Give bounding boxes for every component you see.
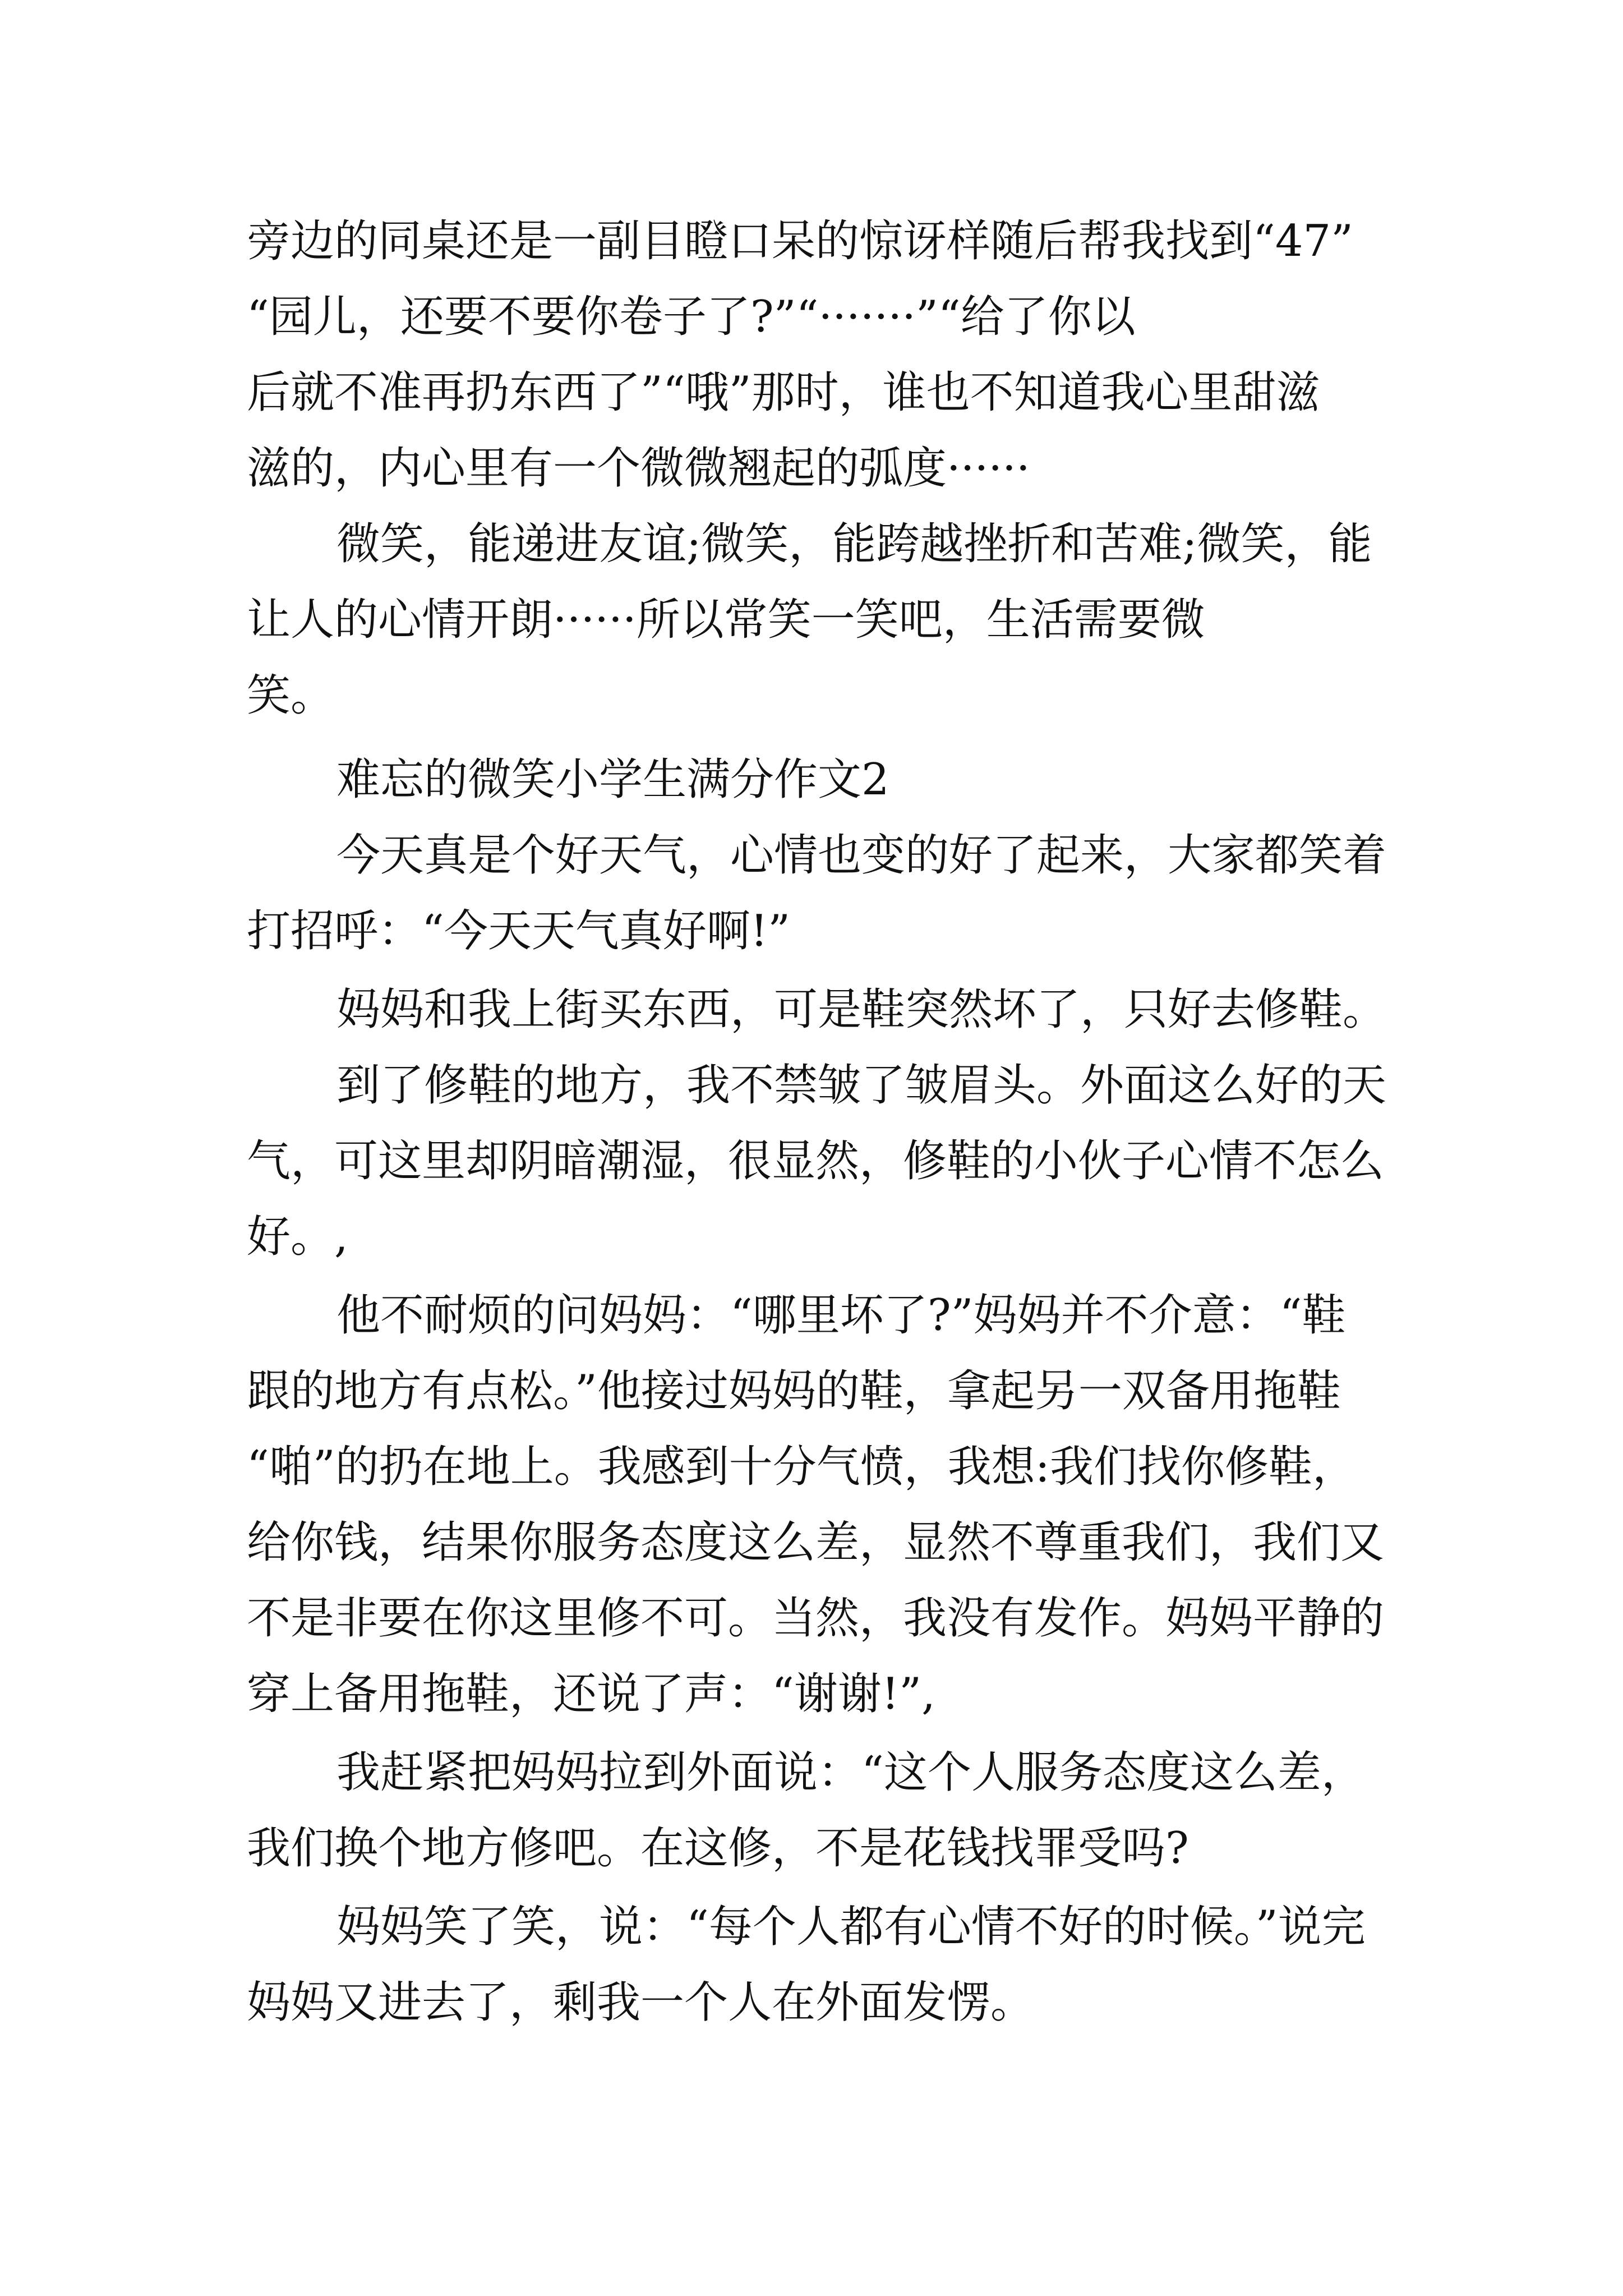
text-line: 让人的心情开朗······所以常笑一笑吧，生活需要微 <box>247 595 1205 645</box>
text-line: 跟的地方有点松。”他接过妈妈的鞋，拿起另一双备用拖鞋 <box>247 1366 1341 1416</box>
text-line: “啪”的扔在地上。我感到十分气愤，我想:我们找你修鞋， <box>247 1442 1357 1492</box>
text-line: 他不耐烦的问妈妈：“哪里坏了?”妈妈并不介意：“鞋 <box>336 1290 1346 1341</box>
text-line: 今天真是个好天气，心情也变的好了起来，大家都笑着 <box>336 830 1387 881</box>
text-line: 我们换个地方修吧。在这修，不是花钱找罪受吗? <box>247 1823 1189 1874</box>
text-line: “园儿，还要不要你卷子了?”“·······”“给了你以 <box>247 292 1136 342</box>
section-title: 难忘的微笑小学生满分作文2 <box>336 754 889 805</box>
text-line: 我赶紧把妈妈拉到外面说：“这个人服务态度这么差， <box>336 1747 1365 1798</box>
text-line: 妈妈又进去了，剩我一个人在外面发愣。 <box>247 1977 1035 2028</box>
text-line: 后就不准再扔东西了”“哦”那时，谁也不知道我心里甜滋 <box>247 367 1320 418</box>
text-line: 到了修鞋的地方，我不禁皱了皱眉头。外面这么好的天 <box>336 1060 1387 1111</box>
text-line: 气，可这里却阴暗潮湿，很显然，修鞋的小伙子心情不怎么 <box>247 1136 1385 1186</box>
text-line: 笑。 <box>247 670 335 721</box>
text-line: 滋的，内心里有一个微微翘起的弧度······ <box>247 443 1030 494</box>
text-line: 旁边的同桌还是一副目瞪口呆的惊讶样随后帮我找到“47” <box>247 216 1354 266</box>
text-line: 妈妈和我上街买东西，可是鞋突然坏了，只好去修鞋。 <box>336 984 1387 1035</box>
text-line: 微笑，能递进友谊;微笑，能跨越挫折和苦难;微笑，能 <box>336 519 1372 569</box>
text-line: 妈妈笑了笑，说：“每个人都有心情不好的时候。”说完 <box>336 1902 1366 1952</box>
text-line: 穿上备用拖鞋，还说了声：“谢谢!”, <box>247 1669 935 1719</box>
text-line: 打招呼：“今天天气真好啊!” <box>247 906 791 956</box>
text-line: 好。, <box>247 1212 348 1262</box>
text-line: 不是非要在你这里修不可。当然，我没有发作。妈妈平静的 <box>247 1593 1385 1644</box>
text-line: 给你钱，结果你服务态度这么差，显然不尊重我们，我们又 <box>247 1517 1385 1568</box>
